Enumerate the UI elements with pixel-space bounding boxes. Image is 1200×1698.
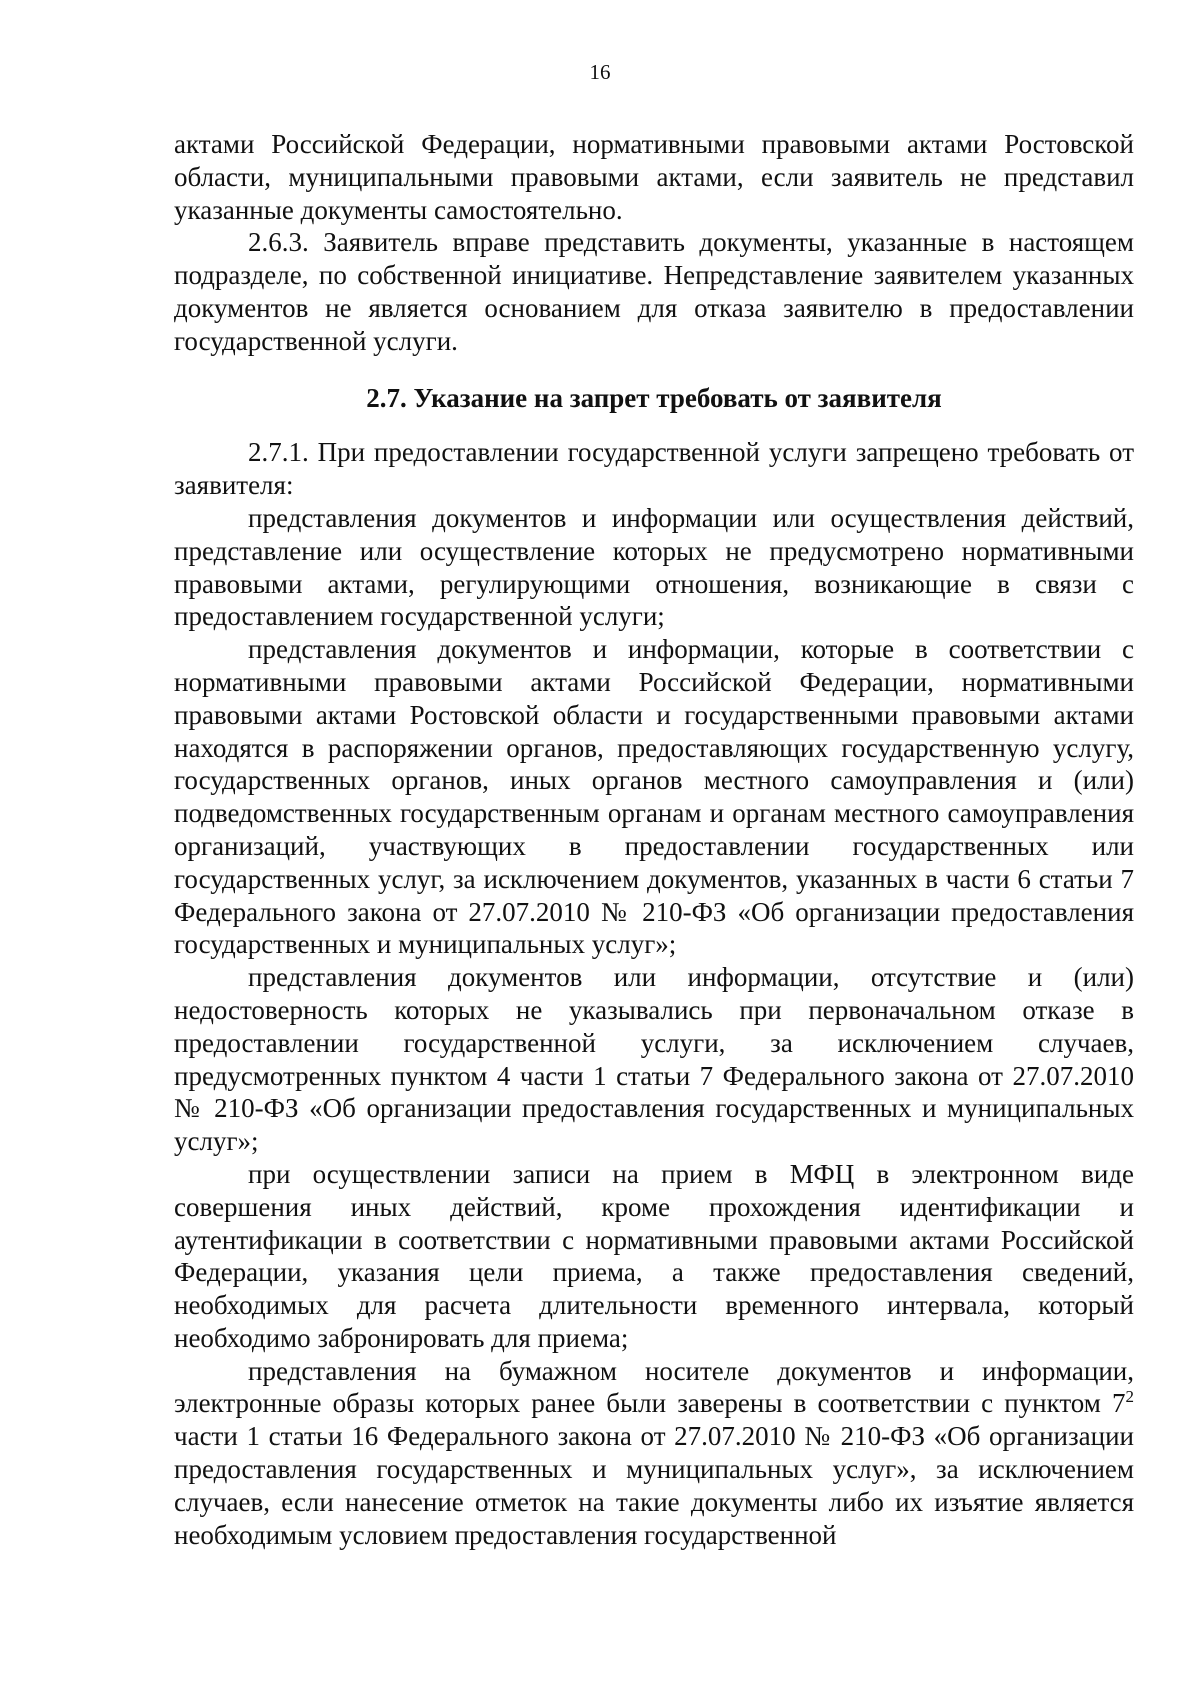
document-body	[174, 128, 1134, 1551]
paragraph-continuation: актами Российской Федерации, нормативными правовыми актами Ростовской области, муниципальными правовыми актами, если заявитель не представил указанные документы самостоятельно.	[174, 129, 1134, 225]
page-number: 16	[589, 60, 611, 84]
superscript-footnote: 2	[1125, 1387, 1134, 1407]
paragraph-requirement-2: представления документов и информации, которые в соответствии с нормативными правовыми актами Российской Федерации, нормативными правовыми актами Ростовской области и государственными правовыми актами находятся в распоряжении органов, предоставляющих государственную услугу, государственных органов, иных органов местного самоуправления и (или) подведомственных государственным органам и органам местного самоуправления организаций, участвующих в предоставлении государственных или государственных услуг, за исключением документов, указанных в части 6 статьи 7 Федерального закона от 27.07.2010 № 210-ФЗ «Об организации предоставления государственных и муниципальных услуг»;	[174, 634, 1134, 960]
paragraph-requirement-5-part-a: представления на бумажном носителе документов и информации, электронные образы которых ранее были заверены в соответствии с пунктом 7	[174, 1355, 1134, 1419]
paragraph-requirement-5-part-b: части 1 статьи 16 Федерального закона от 27.07.2010 № 210-ФЗ «Об организации предоставления государственных и муниципальных услуг», за исключением случаев, если нанесение отметок на такие документы либо их изъятие является необходимым условием предоставления государственной	[174, 1421, 1134, 1550]
paragraph-requirement-5	[174, 1355, 1134, 1552]
paragraph-2-6-3: 2.6.3. Заявитель вправе представить документы, указанные в настоящем подразделе, по собственной инициативе. Непредставление заявителем указанных документов не является основанием для отказа заявителю в предоставлении государственной услуги.	[174, 227, 1134, 356]
paragraph-requirement-1: представления документов и информации или осуществления действий, представление или осуществление которых не предусмотрено нормативными правовыми актами, регулирующими отношения, возникающие в связи с предоставлением государственной услуги;	[174, 502, 1134, 632]
section-heading-2-7: 2.7. Указание на запрет требовать от заявителя	[366, 382, 942, 413]
paragraph-requirement-4: при осуществлении записи на прием в МФЦ в электронном виде совершения иных действий, кроме прохождения идентификации и аутентификации в соответствии с нормативными правовыми актами Российской Федерации, указания цели приема, а также предоставления сведений, необходимых для расчета длительности временного интервала, который необходимо забронировать для приема;	[174, 1158, 1134, 1353]
paragraph-2-7-1: 2.7.1. При предоставлении государственной услуги запрещено требовать от заявителя:	[174, 437, 1134, 501]
paragraph-requirement-3: представления документов или информации, отсутствие и (или) недостоверность которых не указывались при первоначальном отказе в предоставлении государственной услуги, за исключением случаев, предусмотренных пунктом 4 части 1 статьи 7 Федерального закона от 27.07.2010 № 210-ФЗ «Об организации предоставления государственных и муниципальных услуг»;	[174, 962, 1134, 1157]
